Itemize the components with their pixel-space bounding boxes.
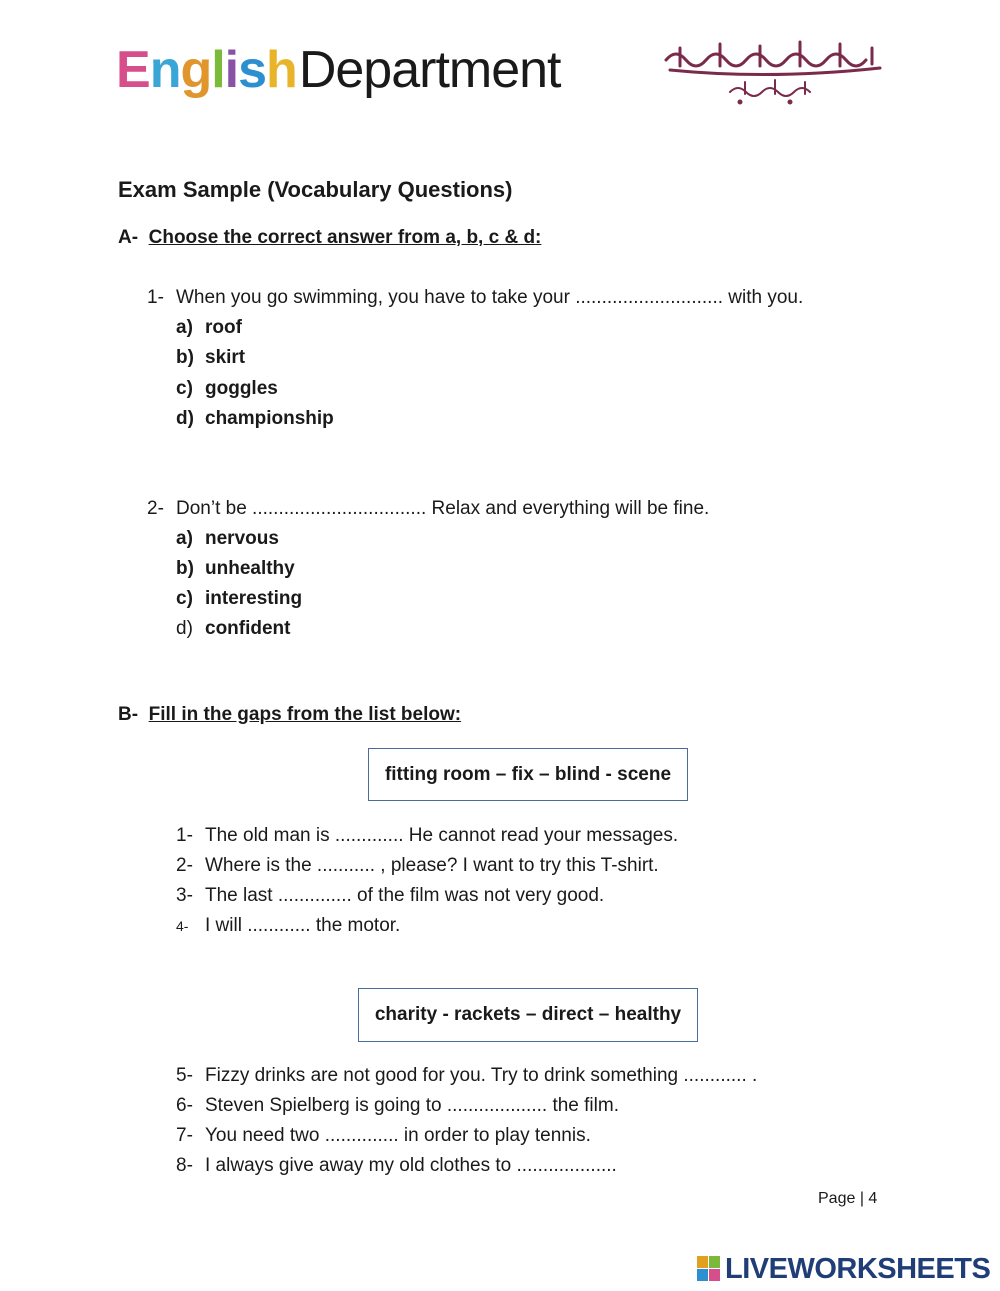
gap-item-8: 8- I always give away my old clothes to ...................	[176, 1155, 617, 1176]
question-1	[147, 287, 803, 309]
q2-option-d: d) confident	[176, 618, 291, 639]
exam-title: Exam Sample (Vocabulary Questions)	[118, 177, 513, 202]
liveworksheets-logo-icon	[697, 1256, 721, 1282]
page-number: Page | 4	[818, 1190, 878, 1207]
logo-letter-l: l	[211, 41, 225, 99]
gap-item-4: 4- I will ............ the motor.	[176, 915, 401, 936]
q2-option-c: c) interesting	[176, 588, 303, 609]
question-number: 1-	[147, 287, 164, 308]
gap-item-2: 2- Where is the ........... , please? I want to try this T-shirt.	[176, 855, 659, 876]
section-b-label: B-	[118, 704, 139, 725]
english-department-logo	[116, 40, 561, 110]
q1-option-a: a) roof	[176, 317, 242, 338]
logo-department-word: Department	[298, 41, 561, 99]
logo-letter-i: i	[224, 41, 239, 99]
liveworksheets-brand[interactable]	[697, 1252, 990, 1286]
question-number: 2-	[147, 498, 164, 519]
section-a-heading	[118, 227, 541, 249]
gap-item-7: 7- You need two .............. in order to play tennis.	[176, 1125, 591, 1146]
gap-item-3: 3- The last .............. of the film was not very good.	[176, 885, 605, 906]
q1-option-d: d) championship	[176, 408, 334, 429]
logo-letter-g: g	[180, 41, 212, 99]
word-bank-box-1: fitting room – fix – blind - scene	[368, 748, 688, 801]
logo-letter-h: h	[266, 41, 297, 99]
gap-item-6: 6- Steven Spielberg is going to ................... the film.	[176, 1095, 619, 1116]
section-a-label: A-	[118, 227, 139, 248]
logo-letter-s: s	[238, 41, 267, 99]
section-b-heading	[118, 704, 461, 726]
question-text: When you go swimming, you have to take your ............................ with you.	[176, 287, 804, 308]
q1-option-c: c) goggles	[176, 378, 278, 399]
gap-item-5: 5- Fizzy drinks are not good for you. Try to drink something ............ .	[176, 1065, 758, 1086]
question-text: Don’t be ................................. Relax and everything will be fine.	[176, 498, 710, 519]
q2-option-a: a) nervous	[176, 528, 279, 549]
section-a-instruction: Choose the correct answer from a, b, c & d:	[148, 227, 542, 248]
word-bank-box-2: charity - rackets – direct – healthy	[358, 988, 698, 1042]
question-2	[147, 498, 709, 520]
school-name-calligraphy	[650, 30, 890, 110]
section-b-instruction: Fill in the gaps from the list below:	[148, 704, 462, 725]
q2-option-b: b) unhealthy	[176, 558, 295, 579]
q1-option-b: b) skirt	[176, 347, 246, 368]
liveworksheets-text: LIVEWORKSHEETS	[725, 1252, 991, 1285]
logo-letter-e: E	[116, 41, 150, 99]
logo-letter-n: n	[149, 41, 181, 99]
gap-item-1: 1- The old man is ............. He cannot read your messages.	[176, 825, 679, 846]
